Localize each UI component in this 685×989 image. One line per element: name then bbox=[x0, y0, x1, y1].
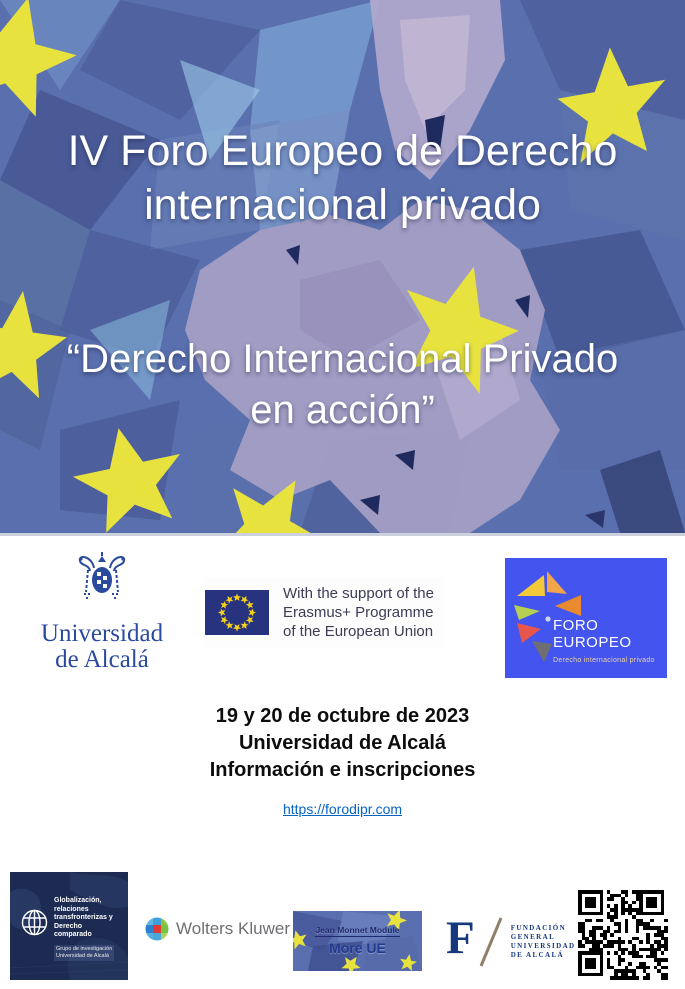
uah-name-line-2: de Alcalá bbox=[55, 646, 149, 673]
foro-europeo-title bbox=[553, 618, 632, 651]
globe-icon bbox=[21, 909, 48, 936]
foro-europeo-subtitle: Derecho internacional privado bbox=[553, 657, 655, 664]
globalizacion-logo bbox=[10, 872, 128, 980]
foro-title-line-1: FORO bbox=[553, 617, 599, 634]
wolters-kluwer-label: Wolters Kluwer bbox=[176, 919, 290, 938]
event-link-row bbox=[0, 801, 685, 817]
title-line-1: IV Foro Europeo de Derecho bbox=[67, 127, 618, 175]
fundacion-letter: F bbox=[446, 912, 475, 964]
fundacion-line: FUNDACIÓN bbox=[510, 924, 567, 932]
fundacion-line: DE ALCALÁ bbox=[510, 951, 564, 959]
poster-title bbox=[0, 124, 685, 232]
more-ue-line-2: More UE bbox=[329, 940, 386, 956]
erasmus-text bbox=[283, 584, 434, 641]
erasmus-line-1: With the support of the bbox=[283, 585, 434, 602]
globalizacion-line: transfronterizas y bbox=[54, 914, 113, 921]
erasmus-line-3: of the European Union bbox=[283, 623, 434, 640]
event-date: 19 y 20 de octubre de 2023 bbox=[215, 705, 470, 727]
more-ue-line-1: Jean Monnet Module bbox=[315, 925, 400, 935]
erasmus-line-2: Erasmus+ Programme bbox=[283, 604, 434, 621]
subtitle-line-2: en acción” bbox=[250, 388, 435, 432]
fundacion-line: GENERAL bbox=[510, 933, 556, 941]
event-info-block bbox=[0, 703, 685, 784]
more-ue-text bbox=[293, 920, 422, 956]
eu-flag-icon bbox=[205, 590, 269, 635]
globalizacion-sub-line: Grupo de investigación bbox=[56, 946, 113, 952]
globalizacion-line: comparado bbox=[54, 931, 92, 938]
event-registration: Información e inscripciones bbox=[209, 759, 476, 781]
poster-subtitle bbox=[0, 334, 685, 436]
uah-name-line-1: Universidad bbox=[40, 620, 164, 647]
erasmus-logo bbox=[205, 578, 444, 647]
wolters-kluwer-logo bbox=[145, 917, 290, 941]
fundacion-line: UNIVERSIDAD bbox=[510, 942, 576, 950]
globalizacion-line: Globalización, bbox=[54, 897, 102, 904]
more-ue-logo bbox=[293, 911, 422, 971]
uah-crest-icon bbox=[70, 548, 134, 616]
globalizacion-subtitle bbox=[54, 945, 114, 961]
foro-europeo-logo bbox=[505, 558, 667, 678]
subtitle-line-1: “Derecho Internacional Privado bbox=[66, 337, 619, 381]
event-venue: Universidad de Alcalá bbox=[238, 732, 447, 754]
qr-code bbox=[578, 890, 668, 980]
foro-title-line-2: EUROPEO bbox=[553, 633, 632, 651]
wolters-mosaic-icon bbox=[145, 917, 169, 941]
event-link[interactable]: https://forodipr.com bbox=[282, 801, 403, 817]
fundacion-name bbox=[511, 914, 576, 960]
fundacion-logo bbox=[446, 914, 576, 968]
globalizacion-line: Derecho bbox=[54, 922, 83, 930]
globalizacion-title bbox=[54, 897, 113, 940]
uah-logo bbox=[18, 548, 186, 673]
title-line-2: internacional privado bbox=[144, 181, 541, 229]
globalizacion-sub-line: Universidad de Alcalá bbox=[56, 953, 109, 959]
globalizacion-line: relaciones bbox=[54, 905, 89, 913]
fundacion-slash-icon bbox=[478, 916, 504, 968]
pinwheel-icon bbox=[505, 558, 595, 670]
